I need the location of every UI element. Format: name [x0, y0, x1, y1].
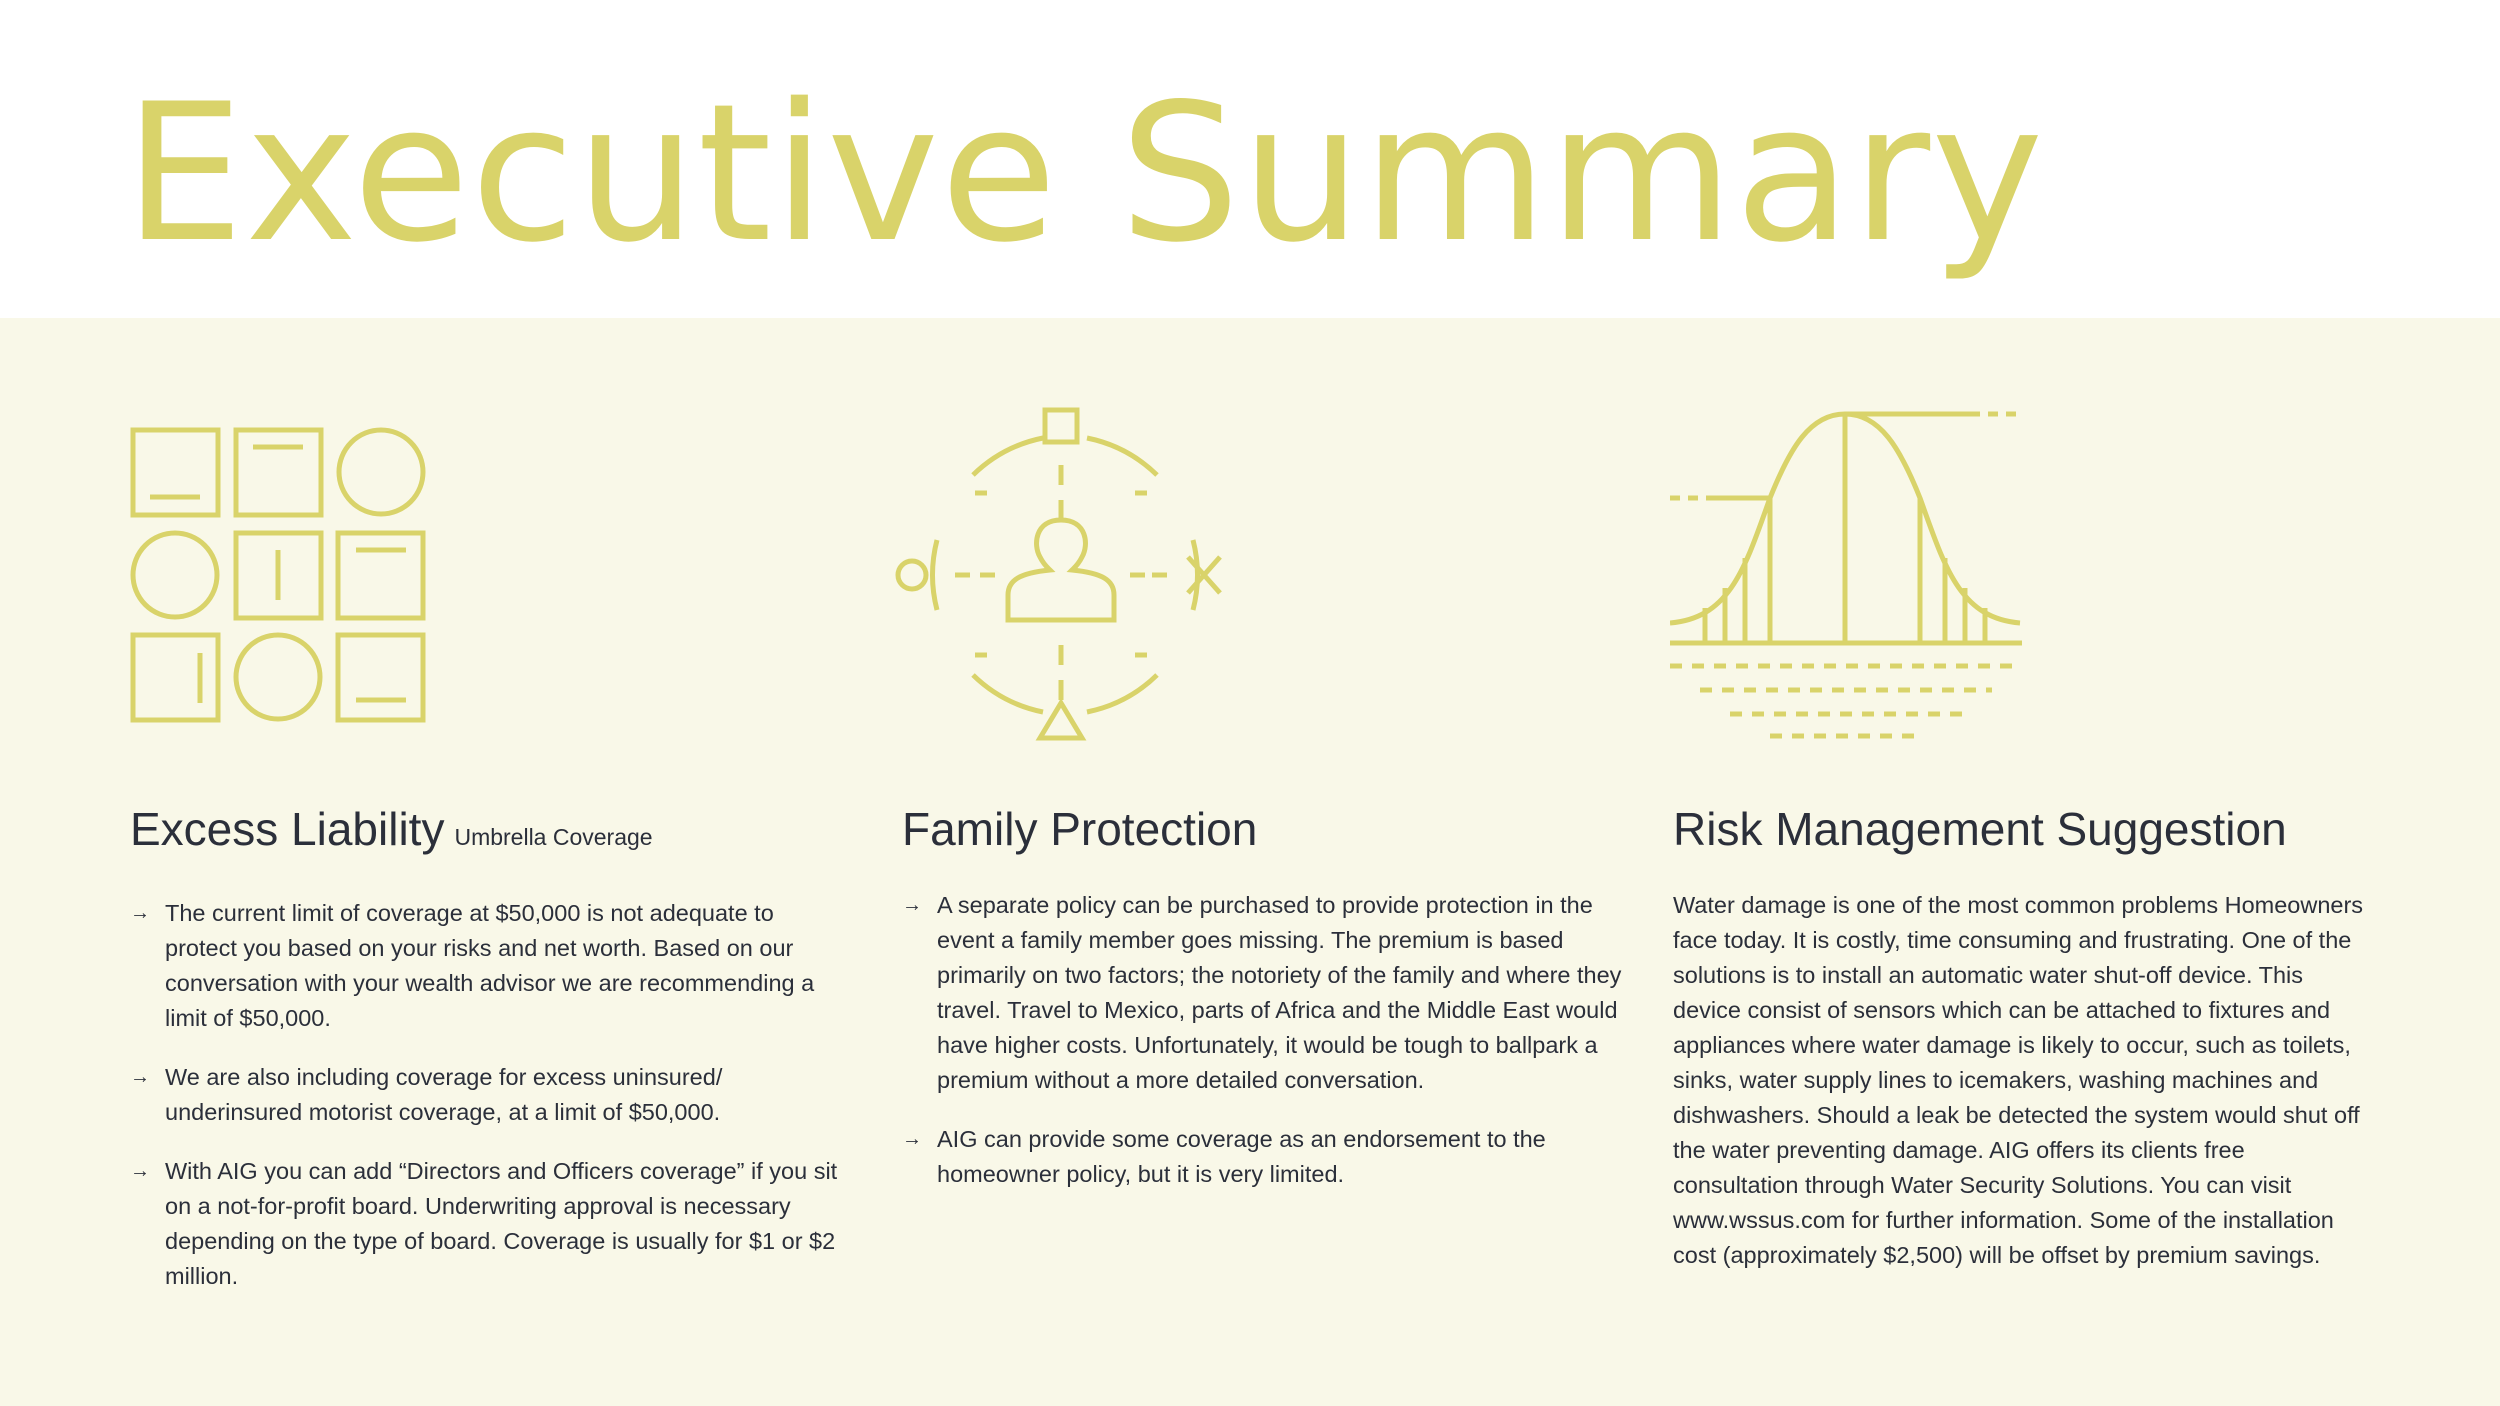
arrow-icon: →: [130, 1160, 150, 1182]
section-family-protection: [902, 800, 1622, 1216]
list-item: → With AIG you can add “Directors and Officers coverage” if you sit on a not-for-profit board. Underwriting approval is necessary depending on the type of board. Coverage is usually for $1 or $2 million.: [130, 1154, 850, 1294]
arrow-icon: →: [902, 894, 922, 916]
person-target-icon: [890, 405, 1240, 745]
section-excess-liability: [130, 800, 850, 1318]
list-item: → The current limit of coverage at $50,000 is not adequate to protect you based on your risks and net worth. Based on our conversation with your wealth advisor we are recommending a limit of $50,000.: [130, 896, 850, 1036]
section-heading: Risk Management Suggestion: [1673, 803, 2287, 855]
section-heading: Excess Liability Umbrella Coverage: [130, 803, 653, 855]
arrow-icon: →: [902, 1128, 922, 1150]
section-heading: Family Protection: [902, 803, 1258, 855]
arrow-icon: →: [130, 1066, 150, 1088]
section-paragraph: Water damage is one of the most common problems Homeowners face today. It is costly, time consuming and frustrating. One of the solutions is to install an automatic water shut-off device. This device consist of sensors which can be attached to fixtures and appliances where water damage is likely to occur, such as toilets, sinks, water supply lines to icemakers, washing machines and dishwashers. Should a leak be detected the system would shut off the water preventing damage. AIG offers its clients free consultation through Water Security Solutions. You can visit www.wssus.com for further information. Some of the installation cost (approximately $2,500) will be offset by premium savings.: [1673, 892, 2364, 1268]
bullet-list: [902, 888, 1622, 1192]
page-title: Executive Summary: [124, 63, 2045, 284]
bullet-list: [130, 896, 850, 1294]
section-risk-management: [1673, 800, 2373, 1273]
section-subheading: Umbrella Coverage: [454, 824, 653, 850]
list-item: → A separate policy can be purchased to provide protection in the event a family member goes missing. The premium is based primarily on two factors; the notoriety of the family and where they travel. Travel to Mexico, parts of Africa and the Middle East would have higher costs. Unfortunately, it would be tough to ballpark a premium without a more detailed conversation.: [902, 888, 1622, 1098]
list-item: → AIG can provide some coverage as an endorsement to the homeowner policy, but it is very limited.: [902, 1122, 1622, 1192]
bell-curve-icon: [1670, 408, 2030, 743]
grid-shapes-icon: [128, 425, 428, 725]
arrow-icon: →: [130, 902, 150, 924]
list-item: → We are also including coverage for excess uninsured/ underinsured motorist coverage, at a limit of $50,000.: [130, 1060, 850, 1130]
